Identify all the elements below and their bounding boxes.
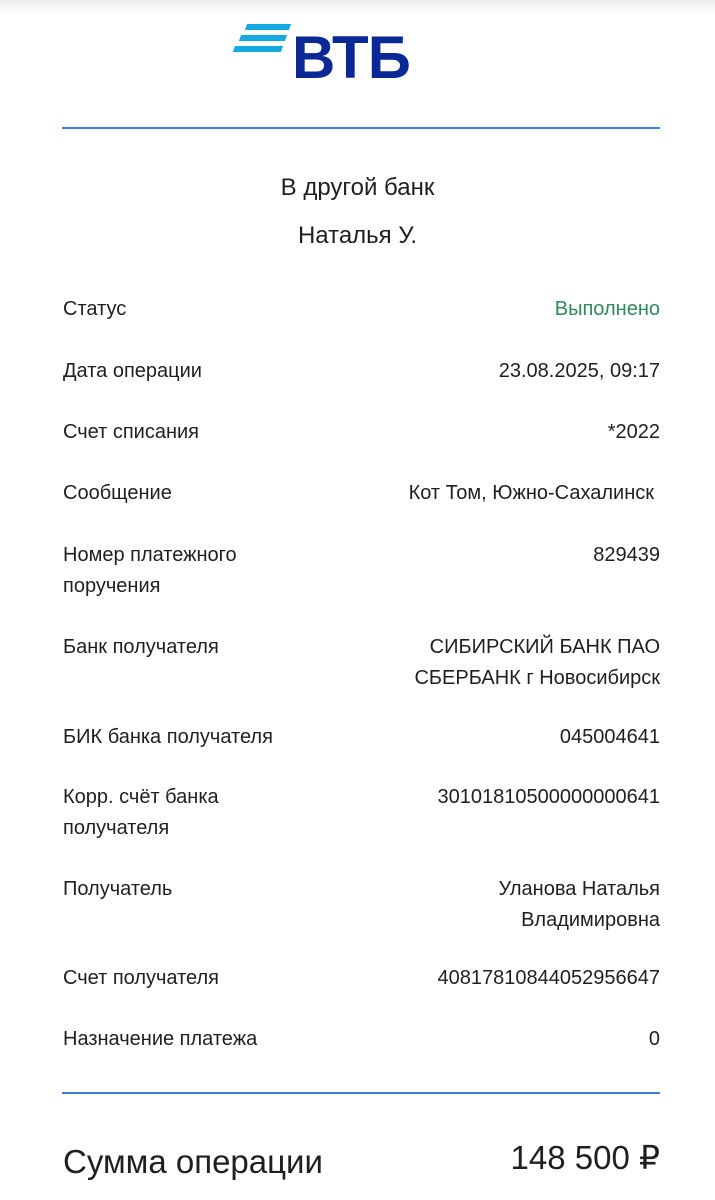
detail-value: 23.08.2025, 09:17 (498, 360, 660, 382)
detail-value: *2022 (607, 421, 660, 443)
detail-label: Назначение платежа (63, 1028, 258, 1050)
detail-label: Номер платежного поручения (63, 544, 237, 597)
detail-label: БИК банка получателя (63, 726, 273, 748)
detail-value: Уланова Наталья Владимировна (498, 878, 660, 931)
detail-label: Сообщение (63, 482, 172, 504)
detail-label: Дата операции (63, 360, 202, 382)
detail-label: Статус (63, 298, 127, 320)
logo-text: ВТБ (292, 24, 410, 91)
total-amount: 148 500 ₽ (510, 1139, 660, 1176)
detail-value: 045004641 (559, 726, 660, 748)
detail-value: 30101810500000000641 (437, 786, 660, 808)
header-divider (62, 127, 660, 129)
total-row (63, 1138, 660, 1186)
detail-label: Получатель (63, 878, 173, 900)
status-value: Выполнено (554, 298, 660, 320)
detail-label: Счет списания (63, 421, 199, 443)
logo-stripes-icon (232, 24, 292, 60)
total-label: Сумма операции (63, 1143, 323, 1180)
detail-label: Банк получателя (63, 636, 219, 658)
total-divider (62, 1092, 660, 1094)
top-bar (0, 0, 715, 14)
detail-value: 40817810844052956647 (437, 967, 660, 989)
detail-value: 829439 (593, 544, 660, 566)
detail-label: Корр. счёт банка получателя (63, 786, 219, 839)
recipient-short-name: Наталья У. (297, 222, 418, 249)
vtb-logo (232, 24, 417, 91)
transfer-type: В другой банк (280, 174, 435, 201)
detail-value: СИБИРСКИЙ БАНК ПАО СБЕРБАНК г Новосибирск (414, 636, 660, 689)
detail-value: Кот Том, Южно-Сахалинск (408, 482, 654, 504)
detail-value: 0 (648, 1028, 660, 1050)
detail-label: Счет получателя (63, 967, 219, 989)
